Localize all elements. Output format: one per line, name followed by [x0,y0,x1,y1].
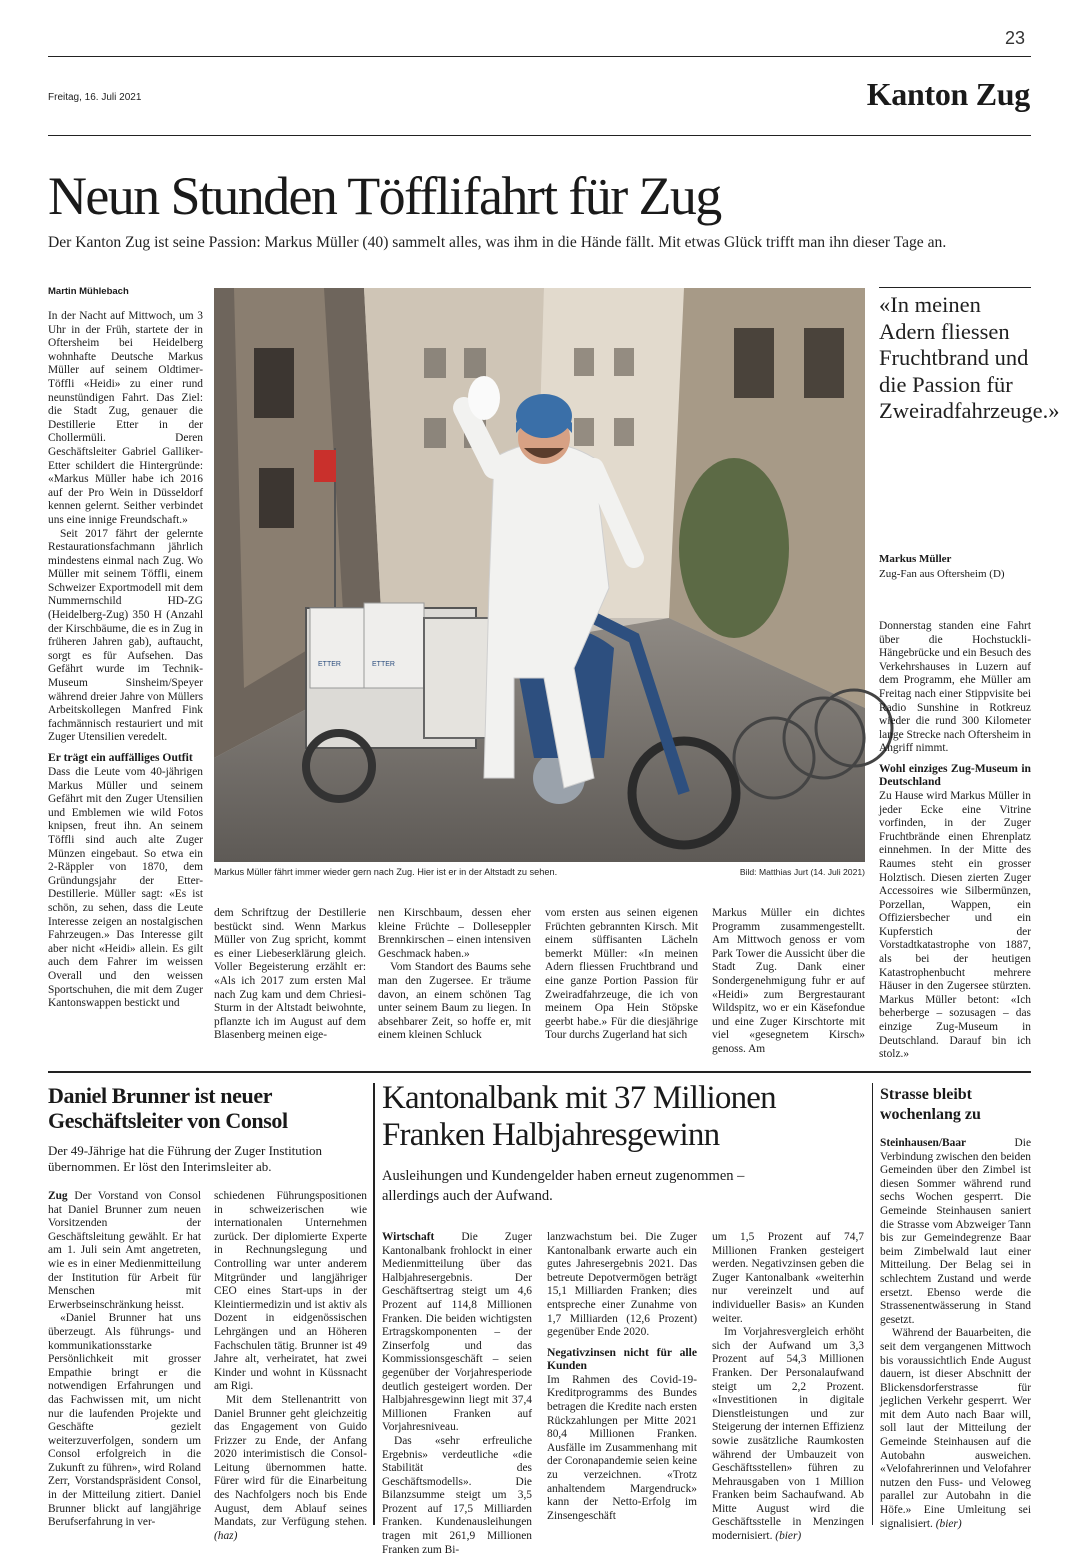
brunner-subhead: Der 49-Jährige hat die Führung der Zuger Institution übernommen. Er löst den Interimsleiter ab. [48,1143,323,1174]
paragraph [382,1231,532,1435]
paragraph: Im Rahmen des Covid-19-Kreditprogramms des Bundes betragen die Kredite nach ersten Rückzahlungen per Mitte 2021 80,4 Millionen Franken. Ausfälle im Zusammenhang mit der Coronapandemie seien keine zu verzeichnen. «Trotz anhaltendem Margendruck» kann der Netto-Erfolg im Zinsengeschäft [547,1373,697,1522]
author: Martin Mühlebach [48,286,129,297]
dateline: Wirtschaft [382,1231,435,1243]
paragraph: nen Kirschbaum, dessen eher kleine Früchte – Dolleseppler Brennkirschen – einen intensiven Geschmack haben.» [378,907,531,960]
photo-caption: Markus Müller fährt immer wieder gern nach Zug. Hier ist er in der Altstadt zu sehen. [214,867,558,877]
paragraph-text: Mit dem Stellenantritt von Daniel Brunner geht gleichzeitig das Engagement von Guido Frizzer zu Ende, der Anfang 2020 interimistisch die Consol-Leitung übernommen hatte. Fürer wird für die Einarbeitung des Nachfolgers noch bis Ende August, dem Ablauf seines Mandats, zur Verfügung stehen. [214,1393,367,1529]
brunner-column-1 [48,1190,201,1529]
signature: (haz) [214,1529,238,1542]
paragraph [214,1394,367,1544]
strasse-column [880,1137,1031,1530]
main-subhead: Der Kanton Zug ist seine Passion: Markus Müller (40) sammelt alles, was ihm in die Hände fällt. Mit etwas Glück trifft man ihn dieser Tage an. [48,234,947,251]
quote-role: Zug-Fan aus Oftersheim (D) [879,568,1005,580]
photo-sign-1: ETTER [318,661,341,668]
photo-credit: Bild: Matthias Jurt (14. Juli 2021) [739,867,865,877]
subheading: Negativzinsen nicht für alle Kunden [547,1345,697,1372]
bank-subhead: Ausleihungen und Kundengelder haben erneut zugenommen – allerdings auch der Aufwand. [382,1168,745,1204]
section-rule [48,135,1031,136]
main-column-6 [879,620,1031,1061]
paragraph: lanzwachstum bei. Die Zuger Kantonalbank erwarte auch ein gutes Jahresergebnis 2021. Das betreute Depotvermögen beträgt 15,1 Milliarden Franken; dies entspreche einer Zunahme von 1,7 Milliarden (12,6 Prozent) gegenüber Ende 2020. [547,1231,697,1339]
main-column-5 [712,907,865,1055]
signature: (bier) [935,1517,962,1530]
paragraph: dem Schriftzug der Destillerie bestückt sind. Wenn Markus Müller von Zug spricht, kommt es einer Liebeserklärung gleich. Voller Begeisterung erzählt er: «Als ich 2017 zum ersten Mal nach Zug kam und dem Chriesi-Sturm in der Altstadt beiwohnte, pflanzte ich im August auf dem Blasenberg meinen eige- [214,907,366,1042]
strasse-headline: Strasse bleibt wochenlang zu [880,1086,981,1123]
quote-name: Markus Müller [879,553,952,565]
pull-quote: «In meinen Adern fliessen Fruchtbrand und die Passion für Zweiradfahrzeuge.» [879,292,1060,423]
paragraph-text: Die Verbindung zwischen den beiden Gemeinden über den Zimbel ist diesen Sommer während rund sechs Wochen gesperrt. Die Gemeinde Steinhausen saniert die Strasse vom Abzweiger Tann bis zur Gemeindegrenze Baar beim Zimbelwald laut einer Mitteilung. Der Belag sei in schlechtem Zustand und werde ersetzt. Ebenso werde die Strassenentwässerung in Stand gesetzt. [880,1137,1031,1326]
dateline: Zug [48,1190,68,1202]
paragraph [48,1190,201,1312]
paragraph-text: Die Zuger Kantonalbank frohlockt in einer Medienmitteilung über das Halbjahresergebnis. Der Geschäftsertrag steigt um 4,6 Prozent auf 114,8 Millionen Franken. Die beiden wichtigsten Ertragskomponenten – der Zinserfolg und das Kommissionsgeschäft – seien gegenüber der Vorjahresperiode deutlich gesteigert worden. Der Halbjahresgewinn liegt mit 37,4 Millionen Franken auf Vorjahresniveau. [382,1231,532,1434]
subheading: Wohl einziges Zug-Museum in Deutschland [879,761,1031,788]
main-headline: Neun Stunden Töfflifahrt für Zug [48,166,721,226]
paragraph: Zu Hause wird Markus Müller in jeder Ecke eine Vitrine vorfinden, in der Zuger Fruchtbrände einen Ehrenplatz einnehmen. In der Mitte des Raumes steht ein grosser Holztisch. Diesen zierten Zuger Accessoires wie Silbermünzen, Porzellan, Wappen, ein Offiziersbecher und ein Kupferstich der Vorstadtkatastrophe von 1887, als bei der heutigen Katastrophenbucht mehrere Häuser in den Zugersee stürzten. Markus Müller betont: «Ich beherberge – sozusagen – das einzige Zug-Museum in Deutschland. Darauf bin ich stolz.» [879,789,1031,1061]
main-column-2 [214,907,366,1043]
dateline: Steinhausen/Baar [880,1137,967,1149]
signature: (bier) [775,1530,802,1543]
issue-date: Freitag, 16. Juli 2021 [48,92,142,103]
photo-sign-2: ETTER [372,661,395,668]
brunner-column-2 [214,1190,367,1542]
section-title: Kanton Zug [866,76,1030,112]
page-number: 23 [1005,28,1026,48]
paragraph: In der Nacht auf Mittwoch, um 3 Uhr in der Früh, startete der in Oftersheim bei Heidelberg wohnhafte Deutsche Markus Müller auf seinem Oldtimer-Töffli «Heidi» zu einer rund neunstündigen Fahrt. Das Ziel: die Stadt Zug, genauer die Destillerie Etter in der Chollermüli. Deren Geschäftsleiter Gabriel Galliker-Etter schildert die Hintergründe: «Markus Müller habe ich 2016 auf der Pro Wein in Düsseldorf kennen gelernt. Seither verbindet uns eine innige Freundschaft.» [48,310,203,526]
main-photo [214,288,865,862]
lower-section-rule [48,1071,1031,1073]
paragraph [712,1326,864,1544]
paragraph: «Daniel Brunner hat uns überzeugt. Als führungs- und kommunikationsstarke Persönlichkeit mit grosser Empathie bringt er die notwendigen Erfahrungen und das Fachwissen mit, um nicht nur die laufenden Projekte und Geschäfte gezielt weiterzuverfolgen, sondern um Consol erfolgreich in die Zukunft zu führen», wird Roland Zerr, Vorstandspräsident Consol, in der Mitteilung zitiert. Daniel Brunner blickt auf langjährige Berufserfahrung in ver- [48,1312,201,1529]
top-rule [48,56,1031,57]
vertical-rule-1 [373,1083,375,1525]
paragraph-text: Der Vorstand von Consol hat Daniel Brunner zum neuen Vorsitzenden der Geschäftsleitung gewählt. Er hat am 1. Juli sein Amt angetreten, wie es in einer Medienmitteilung der Institution für Arbeit für Menschen mit Erwerbseinschränkung heisst. [48,1190,201,1311]
bank-column-1 [382,1231,532,1556]
paragraph-text: Im Vorjahresvergleich erhöht sich der Aufwand um 3,3 Prozent auf 54,3 Millionen Franken. Der Personalaufwand steigt um 2,2 Prozent. «Investitionen in digitale Dienstleistungen und zur Steigerung der internen Effizienz sowie zusätzliche Raumkosten während der Umbauzeit von Geschäftsstellen» führen zu Mehrausgaben von 1 Million Franken beim Sachaufwand. Ab Mitte August wird die Geschäftsstelle in Menzingen modernisiert. [712,1326,864,1543]
bank-column-3 [712,1231,864,1543]
brunner-headline: Daniel Brunner ist neuer Geschäftsleiter von Consol [48,1083,288,1133]
paragraph: Vom Standort des Baums sehe man den Zugersee. Er träume davon, an einem schönen Tag unter seinem Baum zu liegen. In absehbarer Zeit, so hoffe er, mit einem kleinen Schluck [378,961,531,1042]
paragraph: Markus Müller ein dichtes Programm zusammengestellt. Am Mittwoch genoss er vom Park Tower die Aussicht über die Stadt Zug. Dank einer Sondergenehmigung fuhr er auf «Heidi» zum Bergrestaurant Wildspitz, wo er ein Käsefondue und eine Zuger Kirschtorte mit viel «gesegnetem Kirsch» genoss. Am [712,907,865,1055]
subheading: Er trägt ein auffälliges Outfit [48,751,193,764]
paragraph [880,1327,1031,1531]
main-column-1 [48,310,203,1044]
bank-headline: Kantonalbank mit 37 Millionen Franken Halbjahresgewinn [382,1080,776,1153]
paragraph: Dass die Leute vom 40-jährigen Markus Müller und seinem Gefährt mit den Zuger Utensilien und Emblemen wie wild Fotos knipsen, freut ihn. An seinem Töffli sind auch alte Zuger Münzen eingebaut. So etwa ein 2-Räppler von 1870, dem Gründungsjahr der Etter-Destillerie. Müller sagt: «Es ist schön, zu sehen, dass die Leute Interesse zeigen an nostalgischen Fahrzeugen.» Das Interesse gilt aber nicht «Heidi» allein. Es gilt auch dem Fahrer im weissen Overall und den weissen Sportschuhen, die mit dem Zuger Kantonswappen bestickt und [48,766,203,1010]
paragraph-text: Während der Bauarbeiten, die seit dem vergangenen Mittwoch bis voraussichtlich Ende August dauern, ist dieser Abschnitt der Blickensdorferstrasse für jeglichen Verkehr gesperrt. Wer mit dem Auto nach Baar will, soll laut der Mitteilung der Gemeinde Steinhausen auf die Autobahn ausweichen. «Velofahrerinnen und Velofahrer nutzen den Fuss- und Veloweg parallel zur Autobahn in die Höfe.» Eine Umleitung sei signalisiert. [880,1327,1031,1530]
paragraph: Seit 2017 fährt der gelernte Restaurationsfachmann jährlich mindestens einmal nach Zug. Wo Müller mit seinem Töffli, einem Schweizer Exportmodell mit dem Nummernschild HD-ZG (Heidelberg-Zug) 350 H (Anzahl der Kirschbäume, die es in Zug in früheren Jahren gab), auftaucht, sorgt es für Aufsehen. Das Gefährt wurde im Technik-Museum Sinsheim/Speyer während dreier Jahre von Müllers Arbeitskollegen Manfred Fink fachmännisch restauriert und mit Zuger Utensilien veredelt. [48,527,203,744]
main-column-4 [545,907,698,1043]
main-column-3 [378,907,531,1043]
paragraph: Das «sehr erfreuliche Ergebnis» verdeutliche «die Stabilität des Geschäftsmodells». Die Bilanzsumme steigt um 3,5 Prozent auf 17,5 Milliarden Franken. Kundenausleihungen tragen mit 261,9 Millionen Franken zum Bi- [382,1434,532,1556]
paragraph [880,1137,1031,1327]
vertical-rule-2 [872,1083,873,1525]
bank-column-2 [547,1231,697,1525]
paragraph: vom ersten aus seinen eigenen Früchten gebrannten Kirsch. Mit einem süffisanten Lächeln bemerkt Müller: «In meinen Adern fliessen Fruchtbrand und eine ganze Portion Passion für Zweiradfahrzeuge, die ich von meinem Opa Hein Stöpske geerbt habe.» Für die diesjährige Tour durchs Zugerland hat sich [545,907,698,1042]
paragraph: schiedenen Führungspositionen in schweizerischen wie internationalen Unternehmen zurück. Der diplomierte Experte in Rechnungslegung und Controlling war unter anderem Mitgründer und langjähriger CEO eines Start-ups in der Kleintiermedizin und ist aktiv als Dozent in eidgenössischen Lehrgängen und an Höheren Fachschulen tätig. Brunner ist 49 Jahre alt, verheiratet, hat zwei Kinder und wohnt in Küssnacht am Rigi. [214,1190,367,1393]
quote-rule [879,287,1031,288]
paragraph: um 1,5 Prozent auf 74,7 Millionen Franken gesteigert werden. Negativzinsen geben die Zuger Kantonalbank «weiterhin nur vereinzelt und auf individueller Basis» an Kunden weiter. [712,1231,864,1325]
paragraph: Donnerstag standen eine Fahrt über die Hochstuckli-Hängebrücke und ein Besuch des Verkehrshauses in Luzern auf dem Programm, ehe Müller am Freitag nach einer Stippvisite bei Radio Sunshine in Rotkreuz wieder die rund 300 Kilometer lange Strecke nach Oftersheim in Angriff nimmt. [879,620,1031,755]
photo-illustration [214,288,865,862]
